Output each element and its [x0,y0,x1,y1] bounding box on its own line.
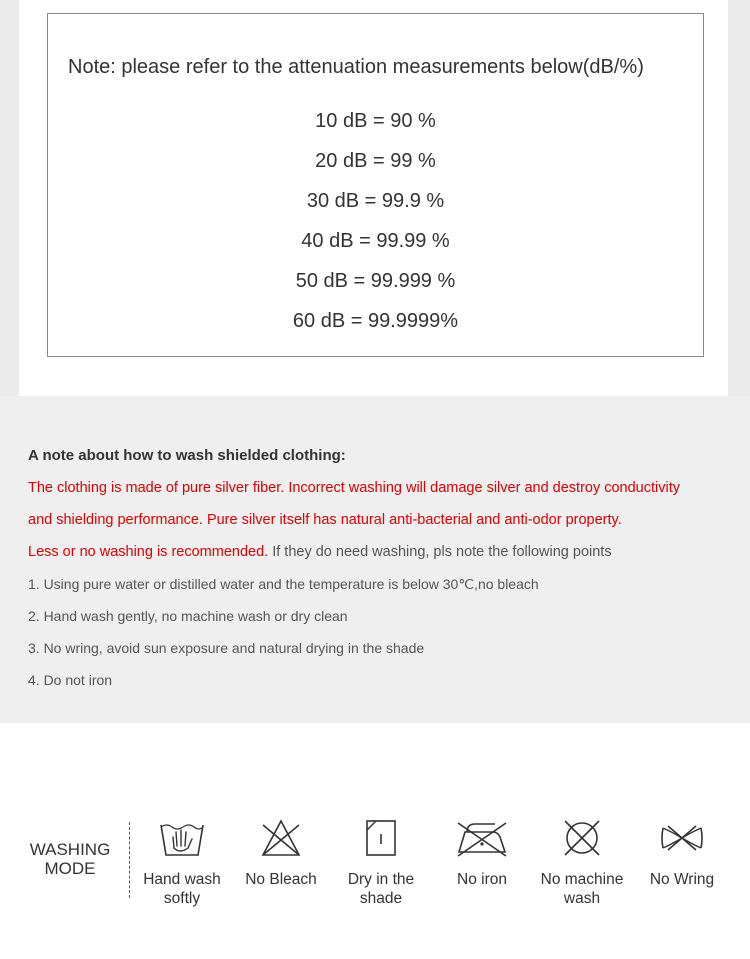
care-item-no-iron [432,818,532,889]
care-label-line: No Bleach [245,871,317,888]
washing-notes-section [0,396,750,723]
no-machine-wash-icon [558,818,606,858]
attenuation-item: 40 dB = 99.99 % [301,230,450,252]
care-label-line: wash [563,890,601,907]
attenuation-item: 60 dB = 99.9999% [292,310,459,332]
care-label [331,870,431,908]
care-item-dry-in-shade [331,818,431,908]
attenuation-note-box [47,13,704,357]
care-label [532,870,632,908]
care-label-line: No iron [457,871,507,888]
care-label-line: softly [163,890,201,907]
care-label [132,870,232,908]
no-wring-icon [658,818,706,858]
care-item-hand-wash [132,818,232,908]
attenuation-item: 20 dB = 99 % [315,150,436,172]
washing-recommendation [28,544,612,560]
care-item-no-bleach [231,818,331,889]
hand-wash-icon [158,818,206,858]
care-label-line: No Wring [649,871,715,888]
care-item-no-machine-wash [532,818,632,908]
care-item-no-wring [632,818,732,889]
care-label-line: No machine [540,871,624,888]
care-divider [129,822,130,898]
washing-point: 3. No wring, avoid sun exposure and natural drying in the shade [28,640,425,656]
washing-point: 1. Using pure water or distilled water and the temperature is below 30℃,no bleach [28,576,539,592]
recommendation-rest: If they do need washing, pls note the following points [268,544,612,560]
attenuation-item: 10 dB = 90 % [315,110,436,132]
washing-mode-label-line: WASHING [29,840,111,859]
care-label [432,870,532,889]
attenuation-item: 30 dB = 99.9 % [306,190,445,212]
silver-fiber-warning-line-2: and shielding performance. Pure silver itself has natural anti-bacterial and anti-odor property. [28,512,622,528]
note-title: Note: please refer to the attenuation measurements below(dB/%) [68,56,644,78]
washing-point: 4. Do not iron [28,672,113,688]
washing-heading: A note about how to wash shielded clothing: [28,447,346,464]
care-label [632,870,732,889]
recommendation-emphasis: Less or no washing is recommended. [28,544,269,560]
dry-in-shade-icon [357,818,405,858]
attenuation-list [48,108,703,348]
no-bleach-icon [257,818,305,858]
washing-mode-label [22,840,118,878]
care-label-line: shade [359,890,403,907]
no-iron-icon [455,818,509,858]
care-label-line: Hand wash [143,871,221,888]
silver-fiber-warning-line-1: The clothing is made of pure silver fiber. Incorrect washing will damage silver and destroy conductivity [28,480,680,496]
washing-mode-label-line: MODE [44,859,96,878]
care-label-line: Dry in the [347,871,415,888]
washing-point: 2. Hand wash gently, no machine wash or dry clean [28,608,348,624]
care-label [231,870,331,889]
attenuation-item: 50 dB = 99.999 % [295,270,456,292]
